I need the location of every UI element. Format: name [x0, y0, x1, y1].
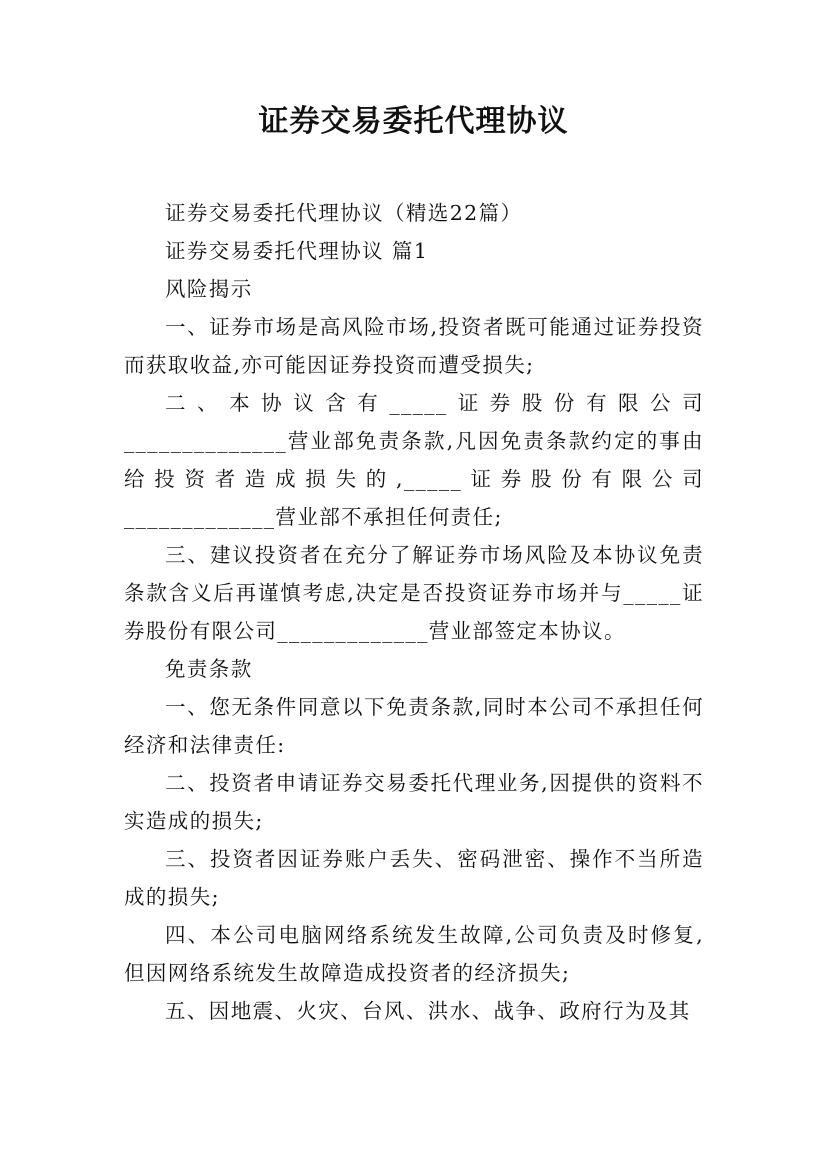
- risk-item-2: 二、本协议含有_____证券股份有限公司______________营业部免责条款,凡因免责条款约定的事由给投资者造成损失的,_____证券股份有限公司_____________营业部不承担任何责任;: [124, 391, 704, 529]
- document-title: 证券交易委托代理协议: [258, 104, 569, 139]
- subtitle-paragraph: 证券交易委托代理协议（精选22篇）: [165, 201, 523, 225]
- disclaimer-item-5: 五、因地震、火灾、台风、洪水、战争、政府行为及其: [165, 999, 691, 1023]
- risk-heading: 风险揭示: [165, 277, 253, 301]
- disclaimer-item-4: 四、本公司电脑网络系统发生故障,公司负责及时修复,但因网络系统发生故障造成投资者的经济损失;: [124, 923, 704, 985]
- risk-item-1: 一、证券市场是高风险市场,投资者既可能通过证券投资而获取收益,亦可能因证券投资而遭受损失;: [124, 315, 704, 377]
- disclaimer-heading: 免责条款: [165, 657, 253, 681]
- document-body: [124, 194, 704, 1030]
- disclaimer-item-1: 一、您无条件同意以下免责条款,同时本公司不承担任何经济和法律责任:: [124, 695, 704, 757]
- section-heading: 证券交易委托代理协议 篇1: [165, 239, 429, 263]
- disclaimer-item-2: 二、投资者申请证券交易委托代理业务,因提供的资料不实造成的损失;: [124, 771, 704, 833]
- risk-item-3: 三、建议投资者在充分了解证券市场风险及本协议免责条款含义后再谨慎考虑,决定是否投资证券市场并与_____证券股份有限公司_____________营业部签定本协议。: [124, 543, 704, 643]
- disclaimer-item-3: 三、投资者因证券账户丢失、密码泄密、操作不当所造成的损失;: [124, 847, 704, 909]
